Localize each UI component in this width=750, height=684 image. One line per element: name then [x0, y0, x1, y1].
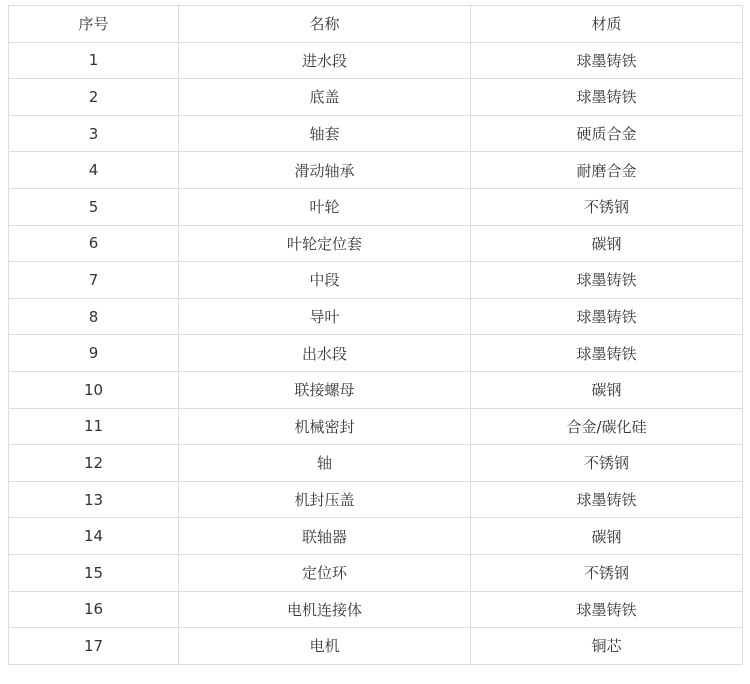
table-row: [9, 188, 743, 225]
cell-serial: 7: [9, 262, 179, 299]
cell-name: 轴: [179, 445, 471, 482]
cell-name: 电机连接体: [179, 591, 471, 628]
cell-serial: 16: [9, 591, 179, 628]
cell-material: 不锈钢: [471, 445, 743, 482]
cell-material: 碳钢: [471, 518, 743, 555]
cell-name: 滑动轴承: [179, 152, 471, 189]
cell-material: 铜芯: [471, 628, 743, 665]
table-row: [9, 335, 743, 372]
cell-material: 不锈钢: [471, 554, 743, 591]
table-row: [9, 298, 743, 335]
table-body: [9, 42, 743, 664]
table-row: [9, 42, 743, 79]
cell-name: 导叶: [179, 298, 471, 335]
table-row: [9, 152, 743, 189]
cell-serial: 13: [9, 481, 179, 518]
cell-material: 球墨铸铁: [471, 481, 743, 518]
cell-serial: 11: [9, 408, 179, 445]
cell-name: 底盖: [179, 79, 471, 116]
table-row: [9, 225, 743, 262]
cell-serial: 4: [9, 152, 179, 189]
cell-serial: 17: [9, 628, 179, 665]
cell-material: 碳钢: [471, 371, 743, 408]
cell-material: 不锈钢: [471, 188, 743, 225]
table-row: [9, 371, 743, 408]
cell-name: 联接螺母: [179, 371, 471, 408]
cell-name: 中段: [179, 262, 471, 299]
cell-name: 机械密封: [179, 408, 471, 445]
cell-material: 球墨铸铁: [471, 79, 743, 116]
cell-material: 球墨铸铁: [471, 262, 743, 299]
cell-name: 定位环: [179, 554, 471, 591]
table-row: [9, 408, 743, 445]
cell-material: 球墨铸铁: [471, 42, 743, 79]
cell-serial: 2: [9, 79, 179, 116]
table-row: [9, 481, 743, 518]
cell-material: 球墨铸铁: [471, 335, 743, 372]
cell-serial: 10: [9, 371, 179, 408]
table-row: [9, 79, 743, 116]
cell-name: 机封压盖: [179, 481, 471, 518]
cell-material: 碳钢: [471, 225, 743, 262]
table-row: [9, 445, 743, 482]
cell-serial: 3: [9, 115, 179, 152]
table-row: [9, 115, 743, 152]
cell-serial: 5: [9, 188, 179, 225]
header-material: 材质: [471, 6, 743, 43]
cell-serial: 12: [9, 445, 179, 482]
cell-serial: 9: [9, 335, 179, 372]
cell-name: 进水段: [179, 42, 471, 79]
cell-serial: 1: [9, 42, 179, 79]
cell-name: 电机: [179, 628, 471, 665]
table-row: [9, 518, 743, 555]
cell-serial: 15: [9, 554, 179, 591]
cell-serial: 8: [9, 298, 179, 335]
header-name: 名称: [179, 6, 471, 43]
cell-serial: 6: [9, 225, 179, 262]
cell-material: 球墨铸铁: [471, 591, 743, 628]
table-row: [9, 591, 743, 628]
parts-material-table: [8, 5, 743, 665]
cell-name: 轴套: [179, 115, 471, 152]
cell-name: 联轴器: [179, 518, 471, 555]
cell-name: 出水段: [179, 335, 471, 372]
cell-serial: 14: [9, 518, 179, 555]
cell-material: 合金/碳化硅: [471, 408, 743, 445]
cell-material: 球墨铸铁: [471, 298, 743, 335]
table-row: [9, 262, 743, 299]
table-row: [9, 628, 743, 665]
cell-name: 叶轮定位套: [179, 225, 471, 262]
header-serial: 序号: [9, 6, 179, 43]
cell-material: 硬质合金: [471, 115, 743, 152]
table-row: [9, 554, 743, 591]
cell-material: 耐磨合金: [471, 152, 743, 189]
cell-name: 叶轮: [179, 188, 471, 225]
table-header-row: [9, 6, 743, 43]
